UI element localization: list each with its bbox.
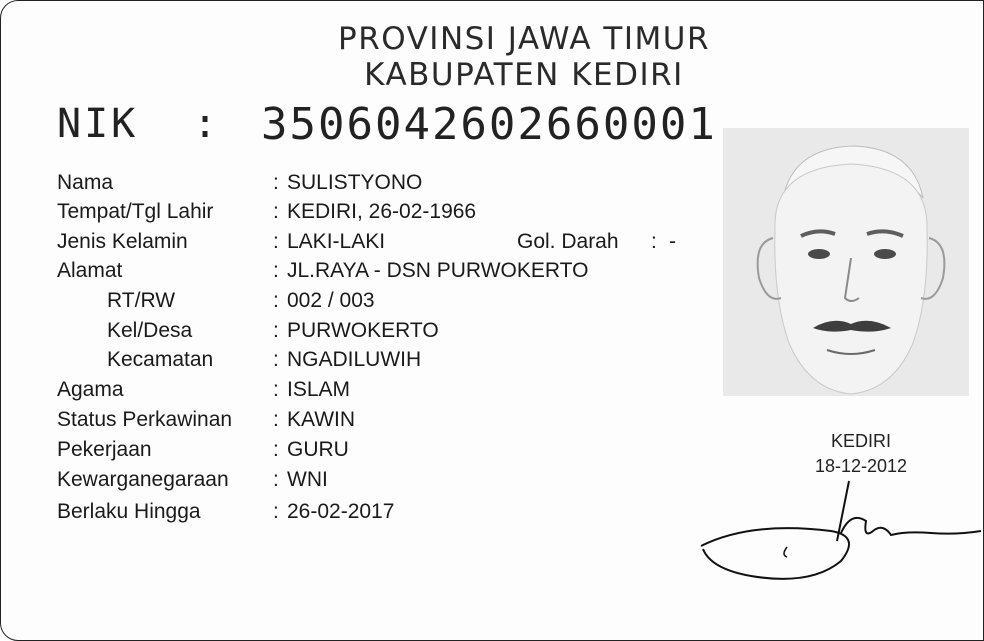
field-value: SULISTYONO [287,171,423,194]
id-photo [723,128,969,396]
field-value: WNI [287,468,328,491]
field-separator: : [273,319,279,342]
field-separator: : [273,200,279,223]
field-label: Status Perkawinan [57,408,233,431]
field-separator: : [273,468,279,491]
field-label: Alamat [57,259,123,282]
nik-label: NIK [57,101,139,147]
blood-type-value: - [669,230,676,253]
field-separator: : [273,408,279,431]
field-label: Kecamatan [107,348,214,371]
field-value: KAWIN [287,408,356,431]
field-label: Nama [57,171,114,194]
issue-place: KEDIRI [830,431,891,451]
field-label: Kewarganegaraan [57,468,229,491]
field-label: Jenis Kelamin [57,230,188,253]
field-separator: : [651,230,657,253]
nik-value: 3506042602660001 [261,99,717,150]
field-label: Berlaku Hingga [57,500,201,523]
nik-separator: : [193,101,218,147]
province-title: PROVINSI JAWA TIMUR [338,21,710,57]
field-label: Pekerjaan [57,438,152,461]
field-separator: : [273,500,279,523]
field-separator: : [273,438,279,461]
field-value: GURU [287,438,349,461]
field-separator: : [273,348,279,371]
field-label: Tempat/Tgl Lahir [57,200,214,223]
field-separator: : [273,289,279,312]
field-value: NGADILUWIH [287,348,422,371]
field-value: 26-02-2017 [287,500,395,523]
regency-title: KABUPATEN KEDIRI [364,57,684,93]
field-value: 002 / 003 [287,289,375,312]
field-separator: : [273,230,279,253]
signature [691,471,984,591]
blood-type-label: Gol. Darah [517,230,619,253]
field-separator: : [273,378,279,401]
portrait-image [723,128,969,396]
field-label: Agama [57,378,124,401]
field-value: ISLAM [287,378,351,401]
field-separator: : [273,171,279,194]
field-label: RT/RW [107,289,176,312]
field-value: PURWOKERTO [287,319,439,342]
issue-date: 18-12-2012 [814,456,908,476]
field-value: JL.RAYA - DSN PURWOKERTO [287,259,589,282]
field-separator: : [273,259,279,282]
field-value: LAKI-LAKI [287,230,386,253]
field-label: Kel/Desa [107,319,193,342]
field-value: KEDIRI, 26-02-1966 [287,200,477,223]
